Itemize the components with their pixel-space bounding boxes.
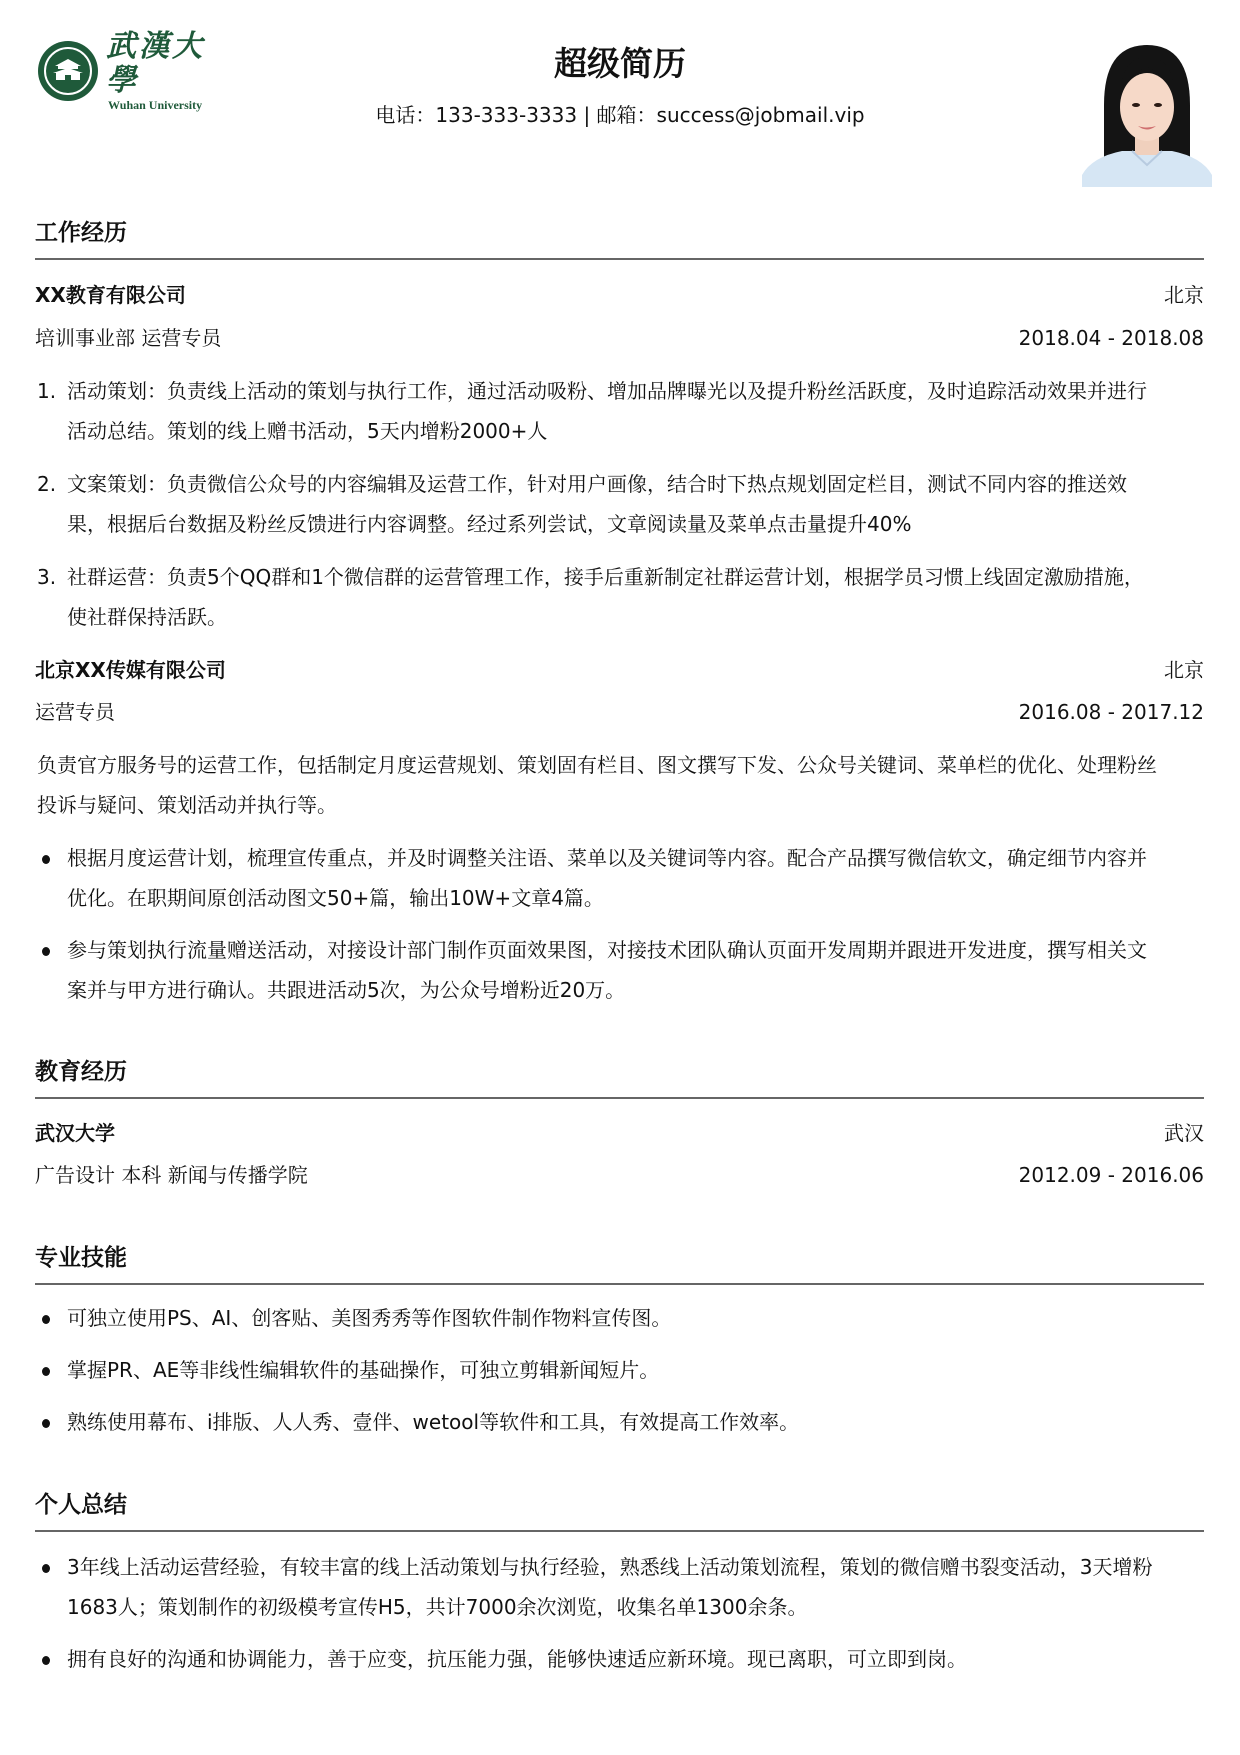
job-period: 2018.04 - 2018.08 — [1018, 326, 1204, 350]
bullet-icon — [42, 1419, 50, 1428]
bullet-icon — [42, 1656, 50, 1665]
skill-item: 熟练使用幕布、i排版、人人秀、壹伴、wetool等软件和工具，有效提高工作效率。 — [67, 1410, 800, 1434]
list-item-line: 果，根据后台数据及粉丝反馈进行内容调整。经过系列尝试，文章阅读量及菜单点击量提升40% — [67, 512, 912, 536]
education-subheader — [35, 1161, 1204, 1189]
contact-info: 电话：133-333-3333 | 邮箱：success@jobmail.vip — [375, 103, 865, 127]
list-number: 3. — [37, 565, 57, 589]
bullet-item-line: 案并与甲方进行确认。共跟进活动5次，为公众号增粉近20万。 — [67, 978, 626, 1002]
list-number: 1. — [37, 379, 57, 403]
list-item-line: 使社群保持活跃。 — [67, 605, 227, 629]
section-divider — [35, 1530, 1204, 1532]
section-title-summary: 个人总结 — [35, 1492, 127, 1518]
bullet-icon — [42, 947, 50, 956]
education-period: 2012.09 - 2016.06 — [1018, 1163, 1204, 1187]
job-role: 运营专员 — [35, 700, 115, 724]
summary-item-line: 3年线上活动运营经验，有较丰富的线上活动策划与执行经验，熟悉线上活动策划流程，策划的微信赠书裂变活动，3天增粉 — [67, 1555, 1153, 1579]
school-name: 武汉大学 — [35, 1121, 115, 1145]
list-item-line: 活动策划：负责线上活动的策划与执行工作，通过活动吸粉、增加品牌曝光以及提升粉丝活跃度，及时追踪活动效果并进行 — [67, 379, 1147, 403]
section-divider — [35, 258, 1204, 260]
bullet-icon — [42, 1315, 50, 1324]
education-detail: 广告设计 本科 新闻与传播学院 — [35, 1163, 308, 1187]
section-title-work: 工作经历 — [35, 220, 127, 246]
profile-photo — [1082, 35, 1212, 187]
bullet-icon — [42, 1367, 50, 1376]
summary-item-line: 1683人；策划制作的初级模考宣传H5，共计7000余次浏览，收集名单1300余条。 — [67, 1595, 808, 1619]
job-header — [35, 281, 1204, 309]
list-item-line: 文案策划：负责微信公众号的内容编辑及运营工作，针对用户画像，结合时下热点规划固定栏目，测试不同内容的推送效 — [67, 472, 1127, 496]
bullet-icon — [42, 1564, 50, 1573]
job-intro-line: 投诉与疑问、策划活动并执行等。 — [37, 793, 337, 817]
summary-item-line: 拥有良好的沟通和协调能力，善于应变，抗压能力强，能够快速适应新环境。现已离职，可立即到岗。 — [67, 1647, 967, 1671]
job-subheader — [35, 324, 1204, 352]
section-title-education: 教育经历 — [35, 1059, 127, 1085]
bullet-icon — [42, 855, 50, 864]
school-city: 武汉 — [1164, 1121, 1204, 1145]
job-subheader — [35, 698, 1204, 726]
section-title-skills: 专业技能 — [35, 1245, 127, 1271]
section-divider — [35, 1097, 1204, 1099]
company-name: XX教育有限公司 — [35, 283, 186, 307]
portrait-icon — [1082, 35, 1212, 187]
section-divider — [35, 1283, 1204, 1285]
list-number: 2. — [37, 472, 57, 496]
logo-chinese-name: 武漢大學 — [106, 29, 205, 98]
job-intro-line: 负责官方服务号的运营工作，包括制定月度运营规划、策划固有栏目、图文撰写下发、公众号关键词、菜单栏的优化、处理粉丝 — [37, 753, 1157, 777]
bullet-item-line: 参与策划执行流量赠送活动，对接设计部门制作页面效果图，对接技术团队确认页面开发周期并跟进开发进度，撰写相关文 — [67, 938, 1147, 962]
job-role: 培训事业部 运营专员 — [35, 326, 222, 350]
job-city: 北京 — [1164, 283, 1204, 307]
logo-english-name: Wuhan University — [108, 98, 203, 112]
list-item-line: 社群运营：负责5个QQ群和1个微信群的运营管理工作，接手后重新制定社群运营计划，根据学员习惯上线固定激励措施， — [67, 565, 1144, 589]
job-city: 北京 — [1164, 658, 1204, 682]
list-item-line: 活动总结。策划的线上赠书活动，5天内增粉2000+人 — [67, 419, 548, 443]
bullet-item-line: 根据月度运营计划，梳理宣传重点，并及时调整关注语、菜单以及关键词等内容。配合产品撰写微信软文，确定细节内容并 — [67, 846, 1147, 870]
job-header — [35, 656, 1204, 684]
company-name: 北京XX传媒有限公司 — [35, 658, 226, 682]
job-period: 2016.08 - 2017.12 — [1018, 700, 1204, 724]
education-header — [35, 1119, 1204, 1147]
bullet-item-line: 优化。在职期间原创活动图文50+篇，输出10W+文章4篇。 — [67, 886, 604, 910]
resume-title: 超级简历 — [554, 44, 686, 83]
skill-item: 掌握PR、AE等非线性编辑软件的基础操作，可独立剪辑新闻短片。 — [67, 1358, 660, 1382]
skill-item: 可独立使用PS、AI、创客贴、美图秀秀等作图软件制作物料宣传图。 — [67, 1306, 672, 1330]
